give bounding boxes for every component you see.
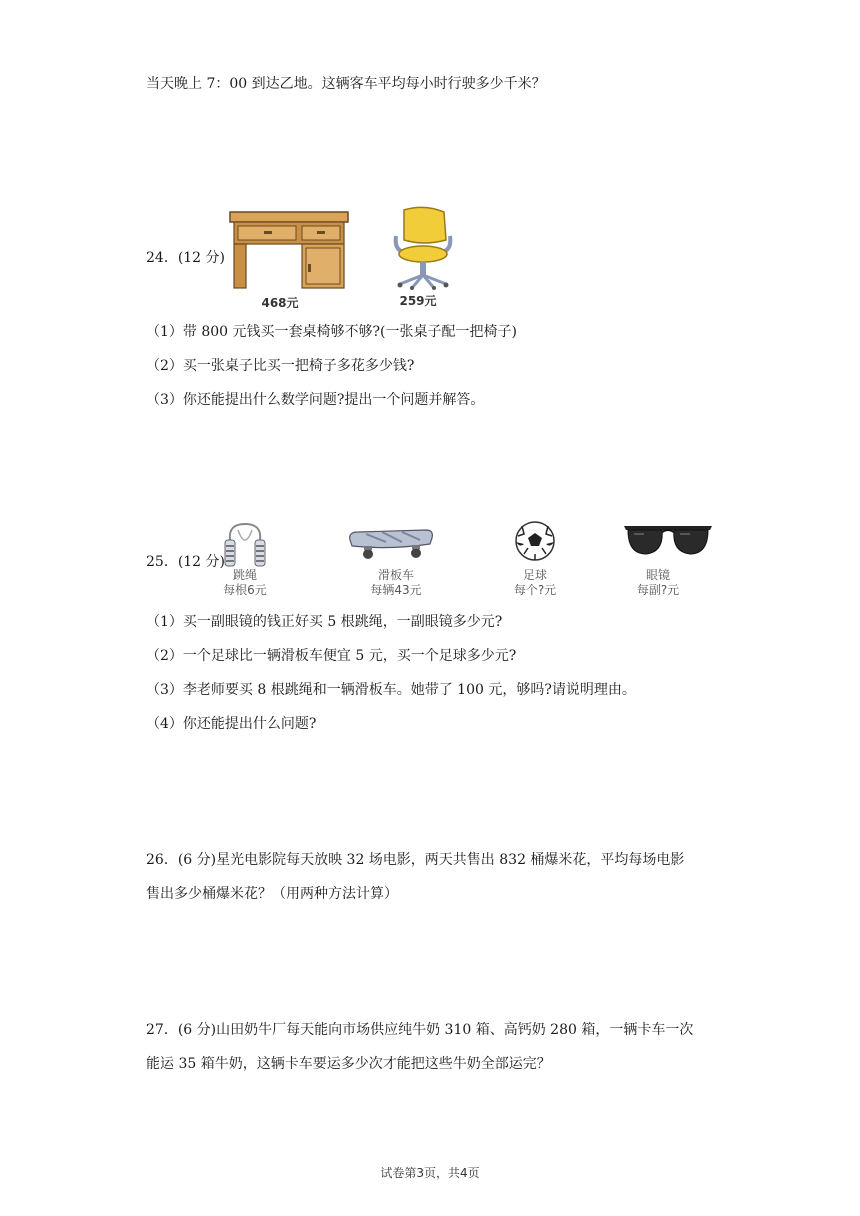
q25-sub1: （1）买一副眼镜的钱正好买 5 根跳绳，一副眼镜多少元? <box>146 614 503 630</box>
jump-rope-image <box>222 520 268 568</box>
chair-image <box>390 206 456 290</box>
q24-label: 24．(12 分) <box>146 250 226 266</box>
q24-sub3: （3）你还能提出什么数学问题?提出一个问题并解答。 <box>146 392 485 408</box>
sunglasses-name: 眼镜 <box>645 568 670 582</box>
q24-sub1: （1）带 800 元钱买一套桌椅够不够?(一张桌子配一把椅子) <box>146 324 517 340</box>
q25-sub3: （3）李老师要买 8 根跳绳和一辆滑板车。她带了 100 元，够吗?请说明理由。 <box>146 682 636 698</box>
q25-sub4: （4）你还能提出什么问题? <box>146 716 317 732</box>
q25-sub2: （2）一个足球比一辆滑板车便宜 5 元，买一个足球多少元? <box>146 648 517 664</box>
q27-line2: 能运 35 箱牛奶，这辆卡车要运多少次才能把这些牛奶全部运完？ <box>146 1056 551 1072</box>
q26-line2: 售出多少桶爆米花？（用两种方法计算） <box>146 886 398 902</box>
soccer-ball-price: 每个?元 <box>513 583 557 597</box>
soccer-ball-image <box>514 520 556 562</box>
q24-sub2: （2）买一张桌子比买一把椅子多花多少钱? <box>146 358 415 374</box>
sunglasses-price: 每副?元 <box>636 583 680 597</box>
chair-price: 259元 <box>399 294 437 308</box>
jump-rope-price: 每根6元 <box>223 583 267 597</box>
q27-line1: 27．(6 分)山田奶牛厂每天能向市场供应纯牛奶 310 箱、高钙奶 280 箱，一辆卡车一次 <box>146 1022 694 1038</box>
page-footer: 试卷第3页，共4页 <box>380 1166 480 1180</box>
q26-line1: 26．(6 分)星光电影院每天放映 32 场电影，两天共售出 832 桶爆米花，平均每场电影 <box>146 852 685 868</box>
skateboard-name: 滑板车 <box>377 568 414 582</box>
soccer-ball-name: 足球 <box>522 568 547 582</box>
desk-price: 468元 <box>261 296 299 310</box>
q23-text: 当天晚上 7：00 到达乙地。这辆客车平均每小时行驶多少千米？ <box>146 76 546 92</box>
jump-rope-name: 跳绳 <box>232 568 257 582</box>
skateboard-image <box>346 526 436 562</box>
sunglasses-image <box>622 522 714 560</box>
q25-label: 25．(12 分) <box>146 554 226 570</box>
desk-image <box>228 210 350 290</box>
skateboard-price: 每辆43元 <box>370 583 422 597</box>
